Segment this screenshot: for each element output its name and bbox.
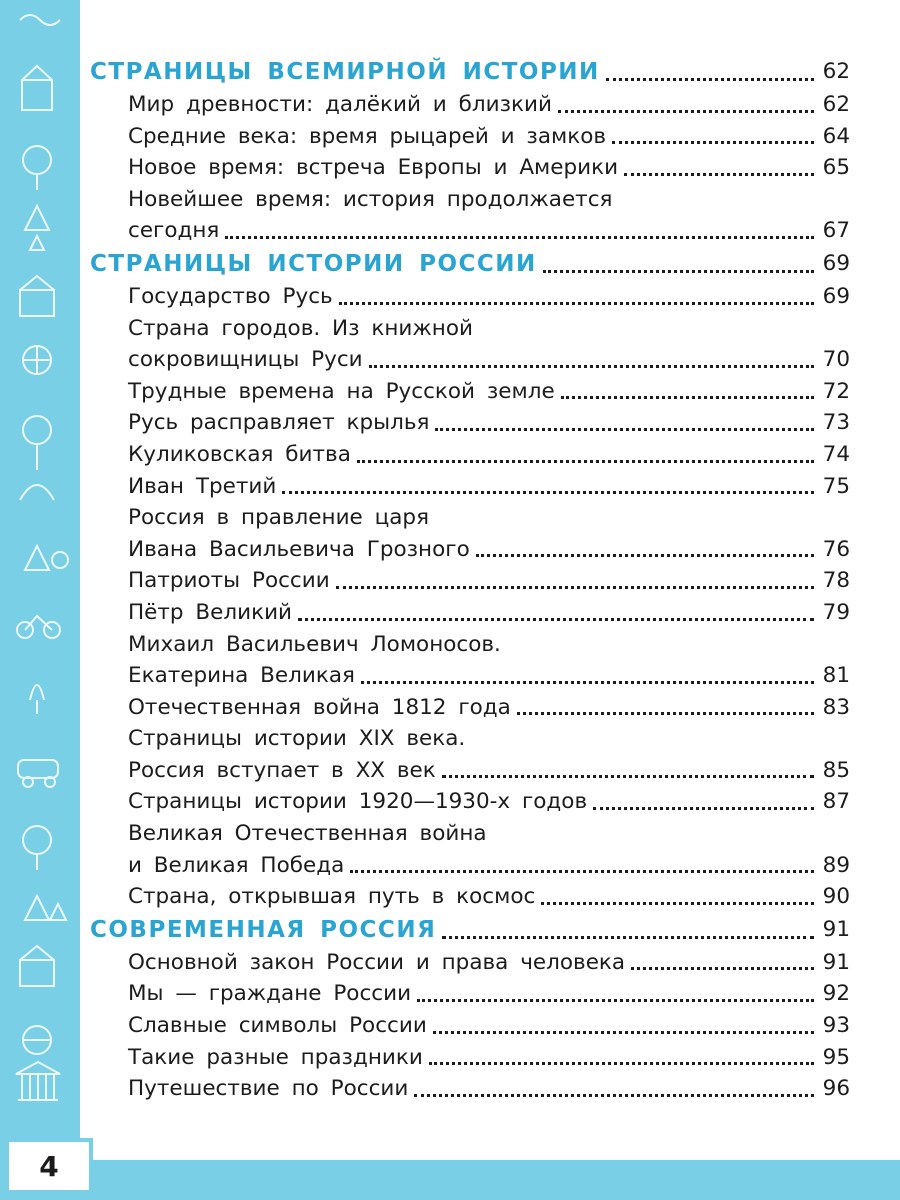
dot-leader: [350, 870, 814, 873]
entry-title: Россия вступает в XX век: [128, 757, 436, 783]
toc-entry-row: [90, 1010, 850, 1042]
toc-entry-row: [90, 881, 850, 913]
dot-leader: [429, 1062, 814, 1065]
entry-title: Путешествие по России: [128, 1076, 409, 1102]
toc-entry-row: [90, 1042, 850, 1074]
toc-entry-row: [90, 660, 850, 692]
entry-title: Трудные времена на Русской земле: [128, 378, 555, 404]
toc-entry-row: [90, 755, 850, 787]
entry-title: Екатерина Великая: [128, 663, 355, 689]
entry-title: Пётр Великий: [128, 599, 293, 625]
toc-entry-row: [90, 502, 850, 534]
page-ref: 89: [822, 852, 850, 878]
entry-title: Мир древности: далёкий и близкий: [128, 92, 552, 117]
entry-title: Иван Третий: [128, 473, 277, 499]
entry-title: Новое время: встреча Европы и Америки: [128, 155, 619, 181]
toc-entry-row: [90, 629, 850, 661]
toc-entry-row: [90, 597, 850, 629]
page-ref: 70: [822, 347, 850, 373]
entry-title: Патриоты России: [128, 568, 330, 594]
toc-entry-row: [90, 152, 850, 184]
toc-entry-row: [90, 89, 850, 121]
dot-leader: [225, 236, 814, 239]
page-number: 4: [5, 1138, 93, 1194]
entry-title: Мы — граждане России: [128, 981, 412, 1007]
dot-leader: [298, 618, 814, 621]
toc-entry-row: [90, 344, 850, 376]
page-ref: 91: [822, 949, 850, 975]
toc-entry-row: [90, 723, 850, 755]
dot-leader: [282, 491, 814, 494]
entry-title: Михаил Васильевич Ломоносов.: [128, 631, 501, 657]
dot-leader: [561, 396, 814, 399]
dot-leader: [612, 141, 814, 144]
entry-title: Великая Отечественная война: [128, 821, 487, 847]
toc-entry-row: [90, 850, 850, 882]
section-title: СОВРЕМЕННАЯ РОССИЯ: [90, 916, 437, 943]
page-ref: 67: [822, 218, 850, 244]
entry-title: Отечественная война 1812 года: [128, 694, 511, 720]
toc-entry-row: [90, 215, 850, 247]
entry-title: Страна городов. Из книжной: [128, 315, 473, 341]
page-ref: 72: [822, 378, 850, 404]
toc-entry-row: [90, 407, 850, 439]
toc-entry-row: [90, 947, 850, 979]
dot-leader: [543, 270, 814, 273]
toc-entry-row: [90, 184, 850, 216]
toc-section-row: [90, 913, 850, 947]
page-ref: 62: [822, 92, 850, 117]
dot-leader: [417, 999, 814, 1002]
dot-leader: [558, 110, 814, 113]
toc-section-row: [90, 55, 850, 89]
entry-title: Основной закон России и права человека: [128, 949, 626, 975]
page-ref: 64: [822, 123, 850, 149]
page-ref: 62: [822, 59, 850, 84]
dot-leader: [517, 712, 814, 715]
page-ref: 76: [822, 536, 850, 562]
nature-icons-pattern: [0, 0, 80, 1200]
toc-entry-row: [90, 692, 850, 724]
toc-entry-row: [90, 786, 850, 818]
toc-section-row: [90, 247, 850, 281]
entry-title: Государство Русь: [128, 283, 333, 309]
toc-entry-row: [90, 471, 850, 503]
dot-leader: [541, 902, 814, 905]
page-ref: 75: [822, 473, 850, 499]
entry-title: Страна, открывшая путь в космос: [128, 884, 536, 910]
page-ref: 91: [822, 916, 850, 942]
dot-leader: [631, 967, 814, 970]
entry-title: Ивана Васильевича Грозного: [128, 536, 470, 562]
dot-leader: [414, 1094, 814, 1097]
page-ref: 93: [822, 1013, 850, 1039]
dot-leader: [336, 586, 814, 589]
page-ref: 79: [822, 599, 850, 625]
dot-leader: [361, 681, 814, 684]
entry-title: Средние века: время рыцарей и замков: [128, 123, 607, 149]
page-ref: 69: [822, 250, 850, 276]
entry-title: Страницы истории XIX века.: [128, 726, 466, 752]
toc-entry-row: [90, 313, 850, 345]
toc-entry-row: [90, 534, 850, 566]
toc-entry-row: [90, 376, 850, 408]
dot-leader: [442, 775, 814, 778]
entry-title: Русь расправляет крылья: [128, 410, 430, 436]
page-ref: 90: [822, 884, 850, 910]
dot-leader: [624, 173, 814, 176]
page-ref: 85: [822, 757, 850, 783]
decorative-side-strip: [0, 0, 80, 1200]
entry-title: сегодня: [128, 218, 220, 244]
page-ref: 83: [822, 694, 850, 720]
page-ref: 87: [822, 789, 850, 815]
table-of-contents: [90, 55, 850, 1105]
dot-leader: [435, 428, 814, 431]
section-title: СТРАНИЦЫ ВСЕМИРНОЙ ИСТОРИИ: [90, 59, 600, 85]
dot-leader: [339, 302, 814, 305]
toc-entry-row: [90, 121, 850, 153]
entry-title: сокровищницы Руси: [128, 347, 363, 373]
page-ref: 78: [822, 568, 850, 594]
entry-title: Новейшее время: история продолжается: [128, 186, 613, 212]
entry-title: Такие разные праздники: [128, 1044, 423, 1070]
toc-entry-row: [90, 1073, 850, 1105]
page-ref: 95: [822, 1044, 850, 1070]
entry-title: Россия в правление царя: [128, 505, 430, 531]
entry-title: Страницы истории 1920—1930-х годов: [128, 789, 588, 815]
toc-entry-row: [90, 439, 850, 471]
page-ref: 96: [822, 1076, 850, 1102]
toc-entry-row: [90, 978, 850, 1010]
dot-leader: [476, 554, 814, 557]
entry-title: Куликовская битва: [128, 441, 351, 467]
dot-leader: [433, 1031, 814, 1034]
dot-leader: [442, 936, 814, 939]
page-ref: 74: [822, 441, 850, 467]
page-ref: 69: [822, 283, 850, 309]
page-ref: 81: [822, 663, 850, 689]
toc-entry-row: [90, 565, 850, 597]
toc-entry-row: [90, 818, 850, 850]
entry-title: Славные символы России: [128, 1013, 427, 1039]
dot-leader: [593, 807, 814, 810]
section-title: СТРАНИЦЫ ИСТОРИИ РОССИИ: [90, 250, 537, 277]
dot-leader: [357, 460, 814, 463]
toc-entry-row: [90, 281, 850, 313]
page-ref: 73: [822, 410, 850, 436]
dot-leader: [369, 365, 814, 368]
entry-title: и Великая Победа: [128, 852, 345, 878]
bottom-decorative-bar: [80, 1160, 900, 1200]
dot-leader: [606, 78, 814, 81]
page-ref: 65: [822, 155, 850, 181]
page-ref: 92: [822, 981, 850, 1007]
